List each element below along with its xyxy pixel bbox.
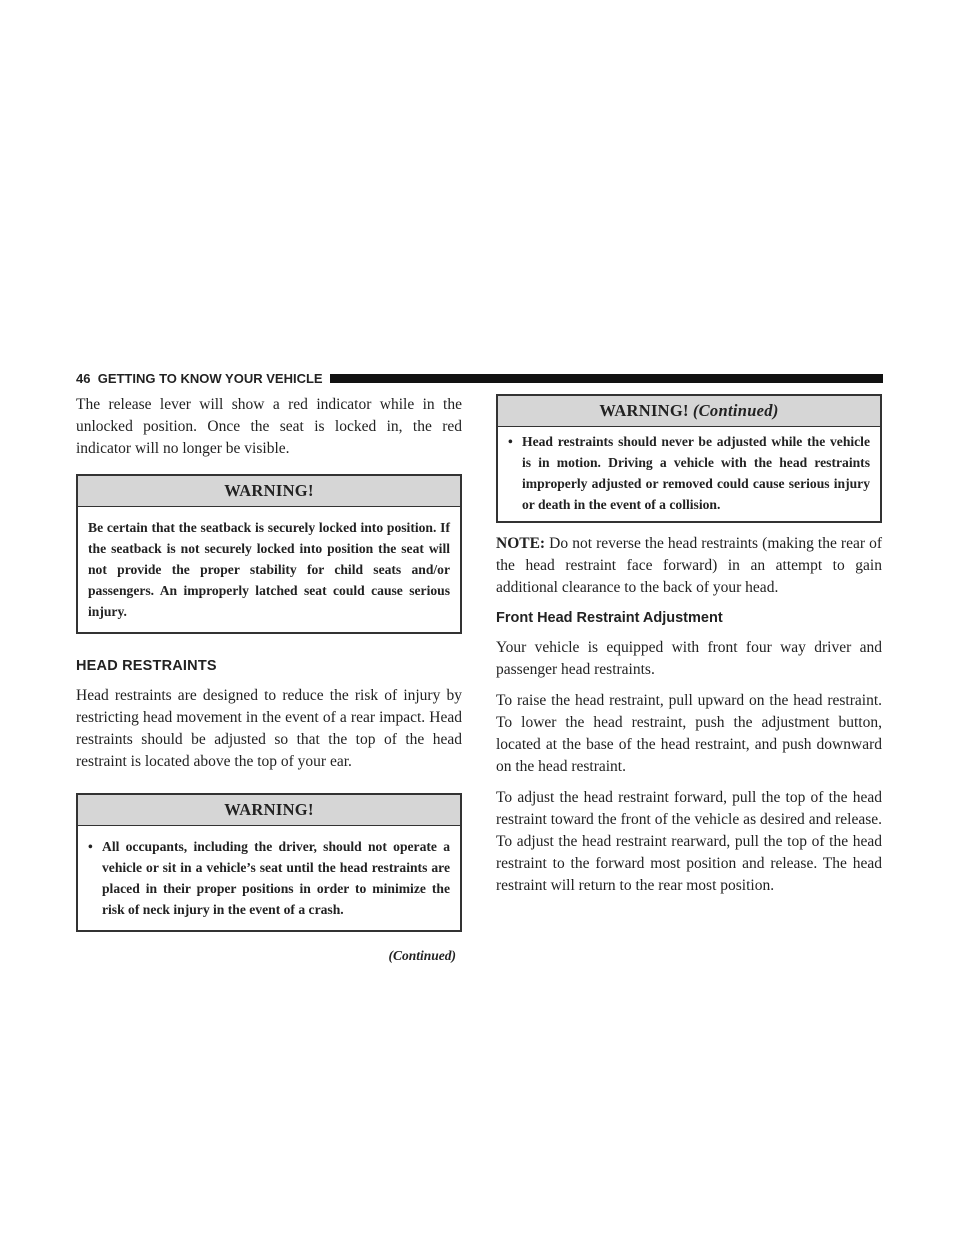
page-number: 46 [76, 371, 91, 386]
warning-title-suffix: (Continued) [692, 401, 779, 420]
head-restraints-paragraph: Head restraints are designed to reduce the risk of injury by restricting head movement in the event of a rear impact. Head restraints should be adjusted so that the top of the head restraint is located above the top of your ear. [76, 687, 462, 770]
left-column [76, 394, 462, 966]
warning-body [78, 826, 460, 930]
warning-bullet-text: All occupants, including the driver, should not operate a vehicle or sit in a vehicle’s seat until the head restraints are placed in their proper positions in order to minimize the risk of neck injury in the event of a crash. [102, 839, 450, 917]
adjustment-paragraph-3: To adjust the head restraint forward, pull the top of the head restraint toward the front of the vehicle as desired and release. To adjust the head restraint rearward, pull the top of the head restraint to the forward most position and release. The head restraint will return to the rear most position. [496, 789, 882, 894]
bullet-dot: • [508, 434, 513, 449]
adjustment-paragraph-2: To raise the head restraint, pull upward on the head restraint. To lower the head restraint, push the adjustment button, located at the base of the head restraint, and push downward on the head restraint. [496, 692, 882, 775]
page-header-text [76, 370, 323, 388]
warning-text: Be certain that the seatback is securely locked into position. If the seatback is not securely locked into position the seat will not provide the proper stability for child seats and/or passengers. An improperly latched seat could cause serious injury. [88, 520, 450, 619]
note-text: Do not reverse the head restraints (making the rear of the head restraint face forward) in an attempt to gain additional clearance to the back of your head. [496, 535, 882, 596]
note-paragraph [496, 533, 882, 599]
warning-title: WARNING! [78, 476, 460, 507]
section-heading-head-restraints: HEAD RESTRAINTS [76, 658, 217, 674]
note-label: NOTE: [496, 535, 546, 552]
continued-label: (Continued) [388, 948, 456, 963]
warning-box-seatback [76, 474, 462, 634]
warning-bullet-item [88, 836, 450, 920]
warning-box-occupants [76, 793, 462, 932]
header-rule [330, 374, 883, 383]
subheading-front-head-restraint: Front Head Restraint Adjustment [496, 610, 723, 626]
right-column [496, 394, 882, 906]
warning-title [498, 396, 880, 427]
warning-bullet-text: Head restraints should never be adjusted while the vehicle is in motion. Driving a vehicle with the head restraints improperly adjusted or removed could cause serious injury or death in the event of a collision. [522, 434, 870, 512]
intro-paragraph: The release lever will show a red indicator while in the unlocked position. Once the seat is locked in, the red indicator will no longer be visible. [76, 396, 462, 457]
warning-box-continued [496, 394, 882, 523]
page-header [76, 370, 883, 388]
warning-title-text: WARNING! [599, 401, 689, 420]
warning-title: WARNING! [78, 795, 460, 826]
warning-bullet-item [508, 431, 870, 515]
bullet-dot: • [88, 839, 93, 854]
warning-body [498, 427, 880, 521]
adjustment-paragraph-1: Your vehicle is equipped with front four way driver and passenger head restraints. [496, 639, 882, 678]
section-title: GETTING TO KNOW YOUR VEHICLE [97, 371, 323, 386]
